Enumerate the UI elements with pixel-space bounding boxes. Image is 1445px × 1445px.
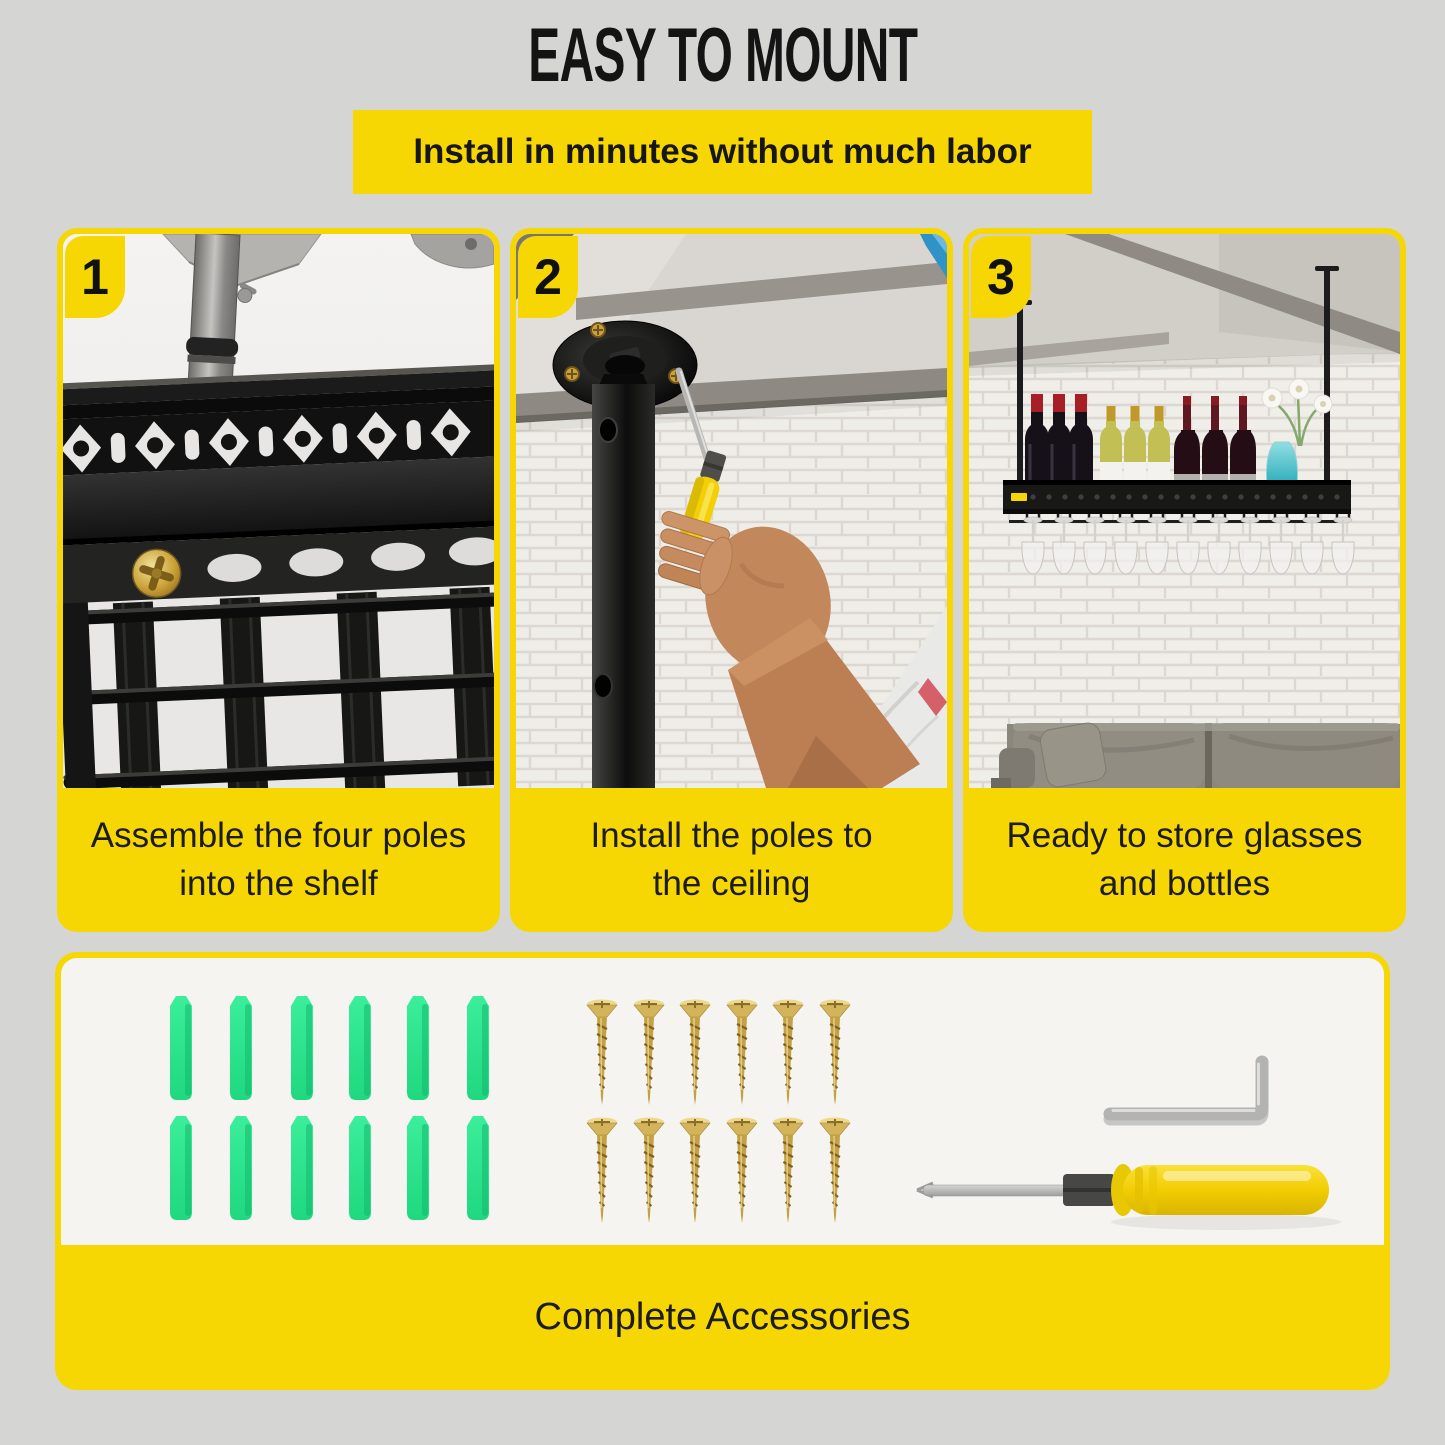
allen-wrench (1110, 1062, 1262, 1119)
step3-photo (969, 234, 1400, 788)
sofa-pillow (1039, 721, 1108, 788)
wine-bottles-burgundy (1174, 396, 1256, 486)
mounting-screws (587, 1000, 850, 1224)
step1-number: 1 (81, 249, 109, 305)
step2-photo-illustration (516, 234, 947, 788)
step3-number-badge (971, 236, 1031, 318)
accessories-caption-text: Complete Accessories (534, 1296, 911, 1338)
step2-number-badge (518, 236, 578, 318)
step2-number: 2 (534, 249, 562, 305)
subtitle-banner (353, 110, 1092, 194)
step1-caption-line1: Assemble the four poles (90, 816, 467, 855)
step-panel-3 (963, 228, 1406, 932)
brand-chip (1011, 493, 1027, 501)
sofa (991, 721, 1400, 788)
ceiling (969, 234, 1400, 376)
step1-photo (63, 234, 494, 788)
step-panel-2 (510, 228, 953, 932)
step1-caption (57, 788, 500, 932)
step3-photo-illustration (969, 234, 1400, 788)
expansion-anchors (170, 996, 489, 1220)
shelf-corner (63, 364, 494, 788)
page-title-text: EASY TO MOUNT (527, 13, 918, 98)
accessories-caption (55, 1245, 1390, 1390)
step3-caption (963, 788, 1406, 932)
teal-vase (1266, 442, 1297, 486)
accessories-illustration (61, 958, 1384, 1245)
step3-number: 3 (987, 249, 1015, 305)
step2-caption-line2: the ceiling (652, 864, 811, 903)
wine-bottles-white (1100, 406, 1170, 486)
step2-caption (510, 788, 953, 932)
step-panel-1 (57, 228, 500, 932)
step3-caption-line1: Ready to store glasses (1006, 816, 1363, 855)
step2-caption-line1: Install the poles to (590, 816, 873, 855)
mounting-pole (592, 374, 655, 788)
pole-hole (599, 418, 617, 442)
step3-caption-line2: and bottles (1098, 864, 1271, 903)
step2-photo (516, 234, 947, 788)
accessories-photo (61, 958, 1384, 1245)
step1-photo-illustration (63, 234, 494, 788)
lattice-grid (63, 584, 494, 788)
page-title (0, 13, 1445, 98)
pole-hole (594, 674, 612, 698)
step1-caption-line2: into the shelf (179, 864, 378, 903)
subtitle-text: Install in minutes without much labor (413, 132, 1032, 171)
screwdriver (917, 1164, 1341, 1230)
accessories-panel (55, 952, 1390, 1390)
wine-bottles-dark (1025, 394, 1093, 486)
step1-number-badge (65, 236, 125, 318)
